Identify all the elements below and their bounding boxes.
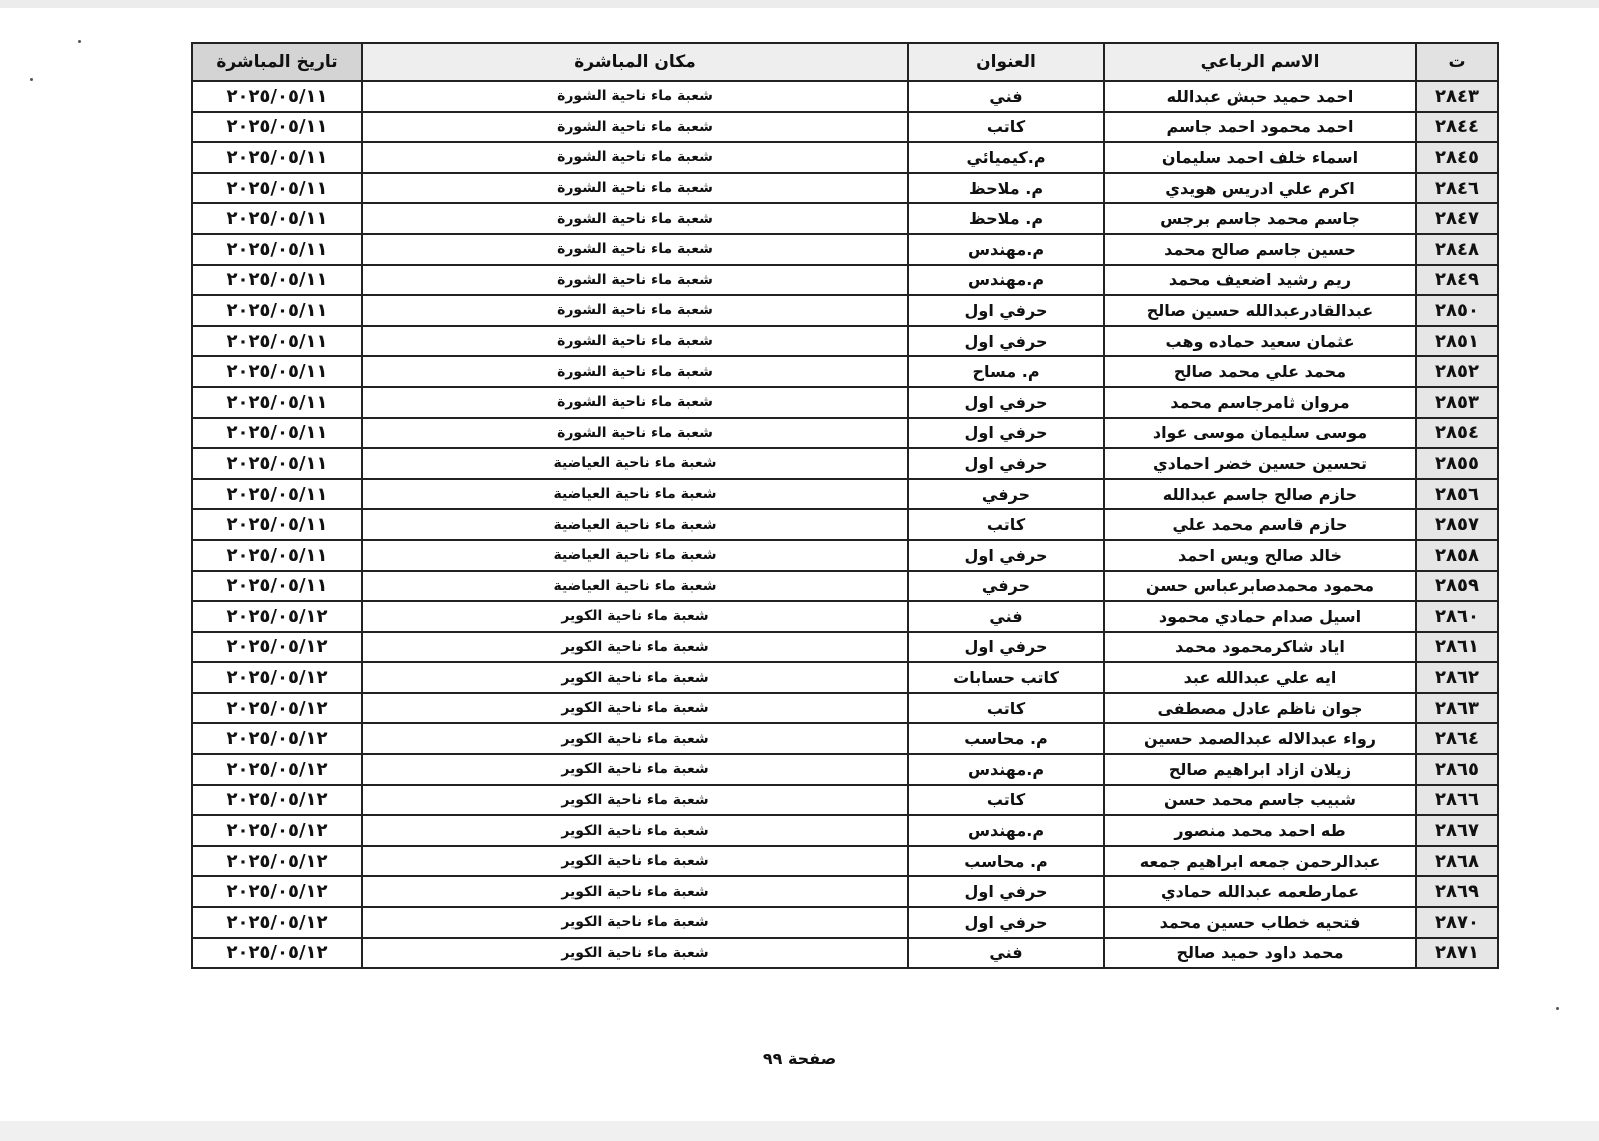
cell-date: ٢٠٢٥/٠٥/١١ [192,173,362,204]
cell-title: م. محاسب [908,846,1104,877]
cell-name: احمد محمود احمد جاسم [1104,112,1416,143]
cell-place: شعبة ماء ناحية العياضية [362,509,908,540]
cell-date: ٢٠٢٥/٠٥/١٢ [192,785,362,816]
cell-seq: ٢٨٤٨ [1416,234,1498,265]
cell-name: ريم رشيد اضعيف محمد [1104,265,1416,296]
cell-place: شعبة ماء ناحية الشورة [362,81,908,112]
employee-table [191,42,1499,969]
employee-table-wrapper [191,42,1497,969]
table-row [192,203,1498,234]
cell-date: ٢٠٢٥/٠٥/١٢ [192,662,362,693]
cell-date: ٢٠٢٥/٠٥/١١ [192,479,362,510]
cell-name: طه احمد محمد منصور [1104,815,1416,846]
cell-place: شعبة ماء ناحية العياضية [362,448,908,479]
cell-seq: ٢٨٤٤ [1416,112,1498,143]
cell-seq: ٢٨٥٥ [1416,448,1498,479]
cell-title: م.كيميائي [908,142,1104,173]
table-row [192,326,1498,357]
cell-date: ٢٠٢٥/٠٥/١١ [192,356,362,387]
cell-seq: ٢٨٦٥ [1416,754,1498,785]
cell-name: حسين جاسم صالح محمد [1104,234,1416,265]
cell-date: ٢٠٢٥/٠٥/١١ [192,295,362,326]
cell-title: حرفي اول [908,448,1104,479]
cell-place: شعبة ماء ناحية الكوير [362,601,908,632]
cell-title: م. مساح [908,356,1104,387]
cell-date: ٢٠٢٥/٠٥/١١ [192,234,362,265]
cell-date: ٢٠٢٥/٠٥/١٢ [192,693,362,724]
page-number: صفحة ٩٩ [762,1049,837,1068]
cell-place: شعبة ماء ناحية الكوير [362,632,908,663]
cell-name: حازم صالح جاسم عبدالله [1104,479,1416,510]
cell-date: ٢٠٢٥/٠٥/١٢ [192,601,362,632]
cell-place: شعبة ماء ناحية الشورة [362,356,908,387]
cell-name: شبيب جاسم محمد حسن [1104,785,1416,816]
cell-name: خالد صالح ويس احمد [1104,540,1416,571]
table-row [192,387,1498,418]
cell-title: كاتب [908,112,1104,143]
cell-name: ايه علي عبدالله عبد [1104,662,1416,693]
cell-seq: ٢٨٤٧ [1416,203,1498,234]
scan-speck [1556,1007,1559,1010]
cell-date: ٢٠٢٥/٠٥/١٢ [192,754,362,785]
cell-place: شعبة ماء ناحية الشورة [362,387,908,418]
cell-name: اكرم علي ادريس هويدي [1104,173,1416,204]
header-name: الاسم الرباعي [1104,43,1416,81]
table-row [192,448,1498,479]
cell-title: حرفي اول [908,632,1104,663]
cell-title: م.مهندس [908,234,1104,265]
table-header-row [192,43,1498,81]
cell-place: شعبة ماء ناحية الشورة [362,295,908,326]
cell-date: ٢٠٢٥/٠٥/١١ [192,509,362,540]
cell-place: شعبة ماء ناحية العياضية [362,571,908,602]
cell-place: شعبة ماء ناحية الكوير [362,693,908,724]
cell-seq: ٢٨٤٥ [1416,142,1498,173]
cell-name: احمد حميد حبش عبدالله [1104,81,1416,112]
cell-date: ٢٠٢٥/٠٥/١١ [192,81,362,112]
cell-place: شعبة ماء ناحية الشورة [362,173,908,204]
cell-date: ٢٠٢٥/٠٥/١١ [192,112,362,143]
cell-title: كاتب [908,509,1104,540]
cell-seq: ٢٨٤٩ [1416,265,1498,296]
cell-seq: ٢٨٦٩ [1416,876,1498,907]
cell-name: زيلان ازاد ابراهيم صالح [1104,754,1416,785]
cell-name: جوان ناظم عادل مصطفى [1104,693,1416,724]
cell-seq: ٢٨٥٧ [1416,509,1498,540]
table-row [192,173,1498,204]
cell-seq: ٢٨٤٣ [1416,81,1498,112]
table-row [192,938,1498,969]
cell-date: ٢٠٢٥/٠٥/١٢ [192,632,362,663]
table-body [192,81,1498,968]
table-row [192,509,1498,540]
header-place: مكان المباشرة [362,43,908,81]
cell-seq: ٢٨٥٦ [1416,479,1498,510]
cell-date: ٢٠٢٥/٠٥/١٢ [192,876,362,907]
cell-date: ٢٠٢٥/٠٥/١٢ [192,846,362,877]
cell-seq: ٢٨٥٣ [1416,387,1498,418]
scan-edge-bottom [0,1121,1599,1141]
cell-title: فني [908,938,1104,969]
cell-date: ٢٠٢٥/٠٥/١١ [192,448,362,479]
header-seq: ت [1416,43,1498,81]
header-title: العنوان [908,43,1104,81]
cell-place: شعبة ماء ناحية الشورة [362,418,908,449]
cell-place: شعبة ماء ناحية الكوير [362,938,908,969]
cell-date: ٢٠٢٥/٠٥/١١ [192,418,362,449]
cell-seq: ٢٨٤٦ [1416,173,1498,204]
cell-name: عثمان سعيد حماده وهب [1104,326,1416,357]
scan-speck [78,40,81,43]
cell-title: حرفي اول [908,295,1104,326]
cell-title: حرفي اول [908,540,1104,571]
cell-seq: ٢٨٥٩ [1416,571,1498,602]
table-row [192,662,1498,693]
table-row [192,265,1498,296]
cell-title: م.مهندس [908,265,1104,296]
cell-place: شعبة ماء ناحية العياضية [362,479,908,510]
table-row [192,785,1498,816]
cell-seq: ٢٨٦٠ [1416,601,1498,632]
cell-date: ٢٠٢٥/٠٥/١١ [192,387,362,418]
cell-title: م.مهندس [908,754,1104,785]
cell-date: ٢٠٢٥/٠٥/١١ [192,142,362,173]
table-row [192,295,1498,326]
cell-name: عبدالقادرعبدالله حسين صالح [1104,295,1416,326]
cell-seq: ٢٨٦٢ [1416,662,1498,693]
cell-title: كاتب حسابات [908,662,1104,693]
cell-name: محمود محمدصابرعباس حسن [1104,571,1416,602]
cell-name: اياد شاكرمحمود محمد [1104,632,1416,663]
cell-seq: ٢٨٧١ [1416,938,1498,969]
cell-place: شعبة ماء ناحية الكوير [362,876,908,907]
table-row [192,418,1498,449]
cell-seq: ٢٨٦٧ [1416,815,1498,846]
table-row [192,723,1498,754]
cell-seq: ٢٨٥١ [1416,326,1498,357]
cell-name: محمد علي محمد صالح [1104,356,1416,387]
table-row [192,81,1498,112]
cell-place: شعبة ماء ناحية الشورة [362,234,908,265]
cell-place: شعبة ماء ناحية الكوير [362,754,908,785]
table-row [192,356,1498,387]
cell-name: رواء عبدالاله عبدالصمد حسين [1104,723,1416,754]
cell-title: حرفي اول [908,418,1104,449]
cell-name: حازم قاسم محمد علي [1104,509,1416,540]
cell-place: شعبة ماء ناحية الكوير [362,723,908,754]
table-row [192,632,1498,663]
cell-date: ٢٠٢٥/٠٥/١١ [192,326,362,357]
cell-seq: ٢٨٥٠ [1416,295,1498,326]
table-row [192,876,1498,907]
cell-date: ٢٠٢٥/٠٥/١٢ [192,907,362,938]
cell-title: م.مهندس [908,815,1104,846]
scan-speck [30,78,33,81]
cell-seq: ٢٨٥٢ [1416,356,1498,387]
table-row [192,815,1498,846]
cell-date: ٢٠٢٥/٠٥/١١ [192,265,362,296]
cell-seq: ٢٨٥٨ [1416,540,1498,571]
cell-title: فني [908,81,1104,112]
cell-name: تحسين حسين خضر احمادي [1104,448,1416,479]
cell-date: ٢٠٢٥/٠٥/١١ [192,540,362,571]
header-date: تاريخ المباشرة [192,43,362,81]
cell-seq: ٢٨٦١ [1416,632,1498,663]
cell-date: ٢٠٢٥/٠٥/١١ [192,203,362,234]
cell-place: شعبة ماء ناحية الشورة [362,112,908,143]
cell-title: حرفي اول [908,387,1104,418]
cell-seq: ٢٨٦٤ [1416,723,1498,754]
cell-seq: ٢٨٧٠ [1416,907,1498,938]
cell-name: اسماء خلف احمد سليمان [1104,142,1416,173]
cell-name: عمارطعمه عبدالله حمادي [1104,876,1416,907]
cell-date: ٢٠٢٥/٠٥/١٢ [192,723,362,754]
cell-place: شعبة ماء ناحية الشورة [362,265,908,296]
cell-place: شعبة ماء ناحية الشورة [362,326,908,357]
cell-title: كاتب [908,785,1104,816]
cell-date: ٢٠٢٥/٠٥/١٢ [192,815,362,846]
table-row [192,112,1498,143]
cell-place: شعبة ماء ناحية العياضية [362,540,908,571]
table-row [192,846,1498,877]
cell-place: شعبة ماء ناحية الكوير [362,785,908,816]
table-row [192,601,1498,632]
cell-title: م. محاسب [908,723,1104,754]
table-row [192,693,1498,724]
cell-name: جاسم محمد جاسم برجس [1104,203,1416,234]
cell-name: مروان ثامرجاسم محمد [1104,387,1416,418]
cell-seq: ٢٨٥٤ [1416,418,1498,449]
cell-date: ٢٠٢٥/٠٥/١١ [192,571,362,602]
cell-title: حرفي [908,571,1104,602]
table-row [192,479,1498,510]
cell-place: شعبة ماء ناحية الشورة [362,203,908,234]
cell-title: فني [908,601,1104,632]
cell-name: محمد داود حميد صالح [1104,938,1416,969]
cell-title: م. ملاحظ [908,203,1104,234]
cell-name: موسى سليمان موسى عواد [1104,418,1416,449]
table-row [192,142,1498,173]
cell-title: حرفي اول [908,876,1104,907]
table-row [192,571,1498,602]
table-row [192,234,1498,265]
cell-seq: ٢٨٦٨ [1416,846,1498,877]
table-row [192,907,1498,938]
cell-place: شعبة ماء ناحية الشورة [362,142,908,173]
cell-title: حرفي [908,479,1104,510]
table-row [192,540,1498,571]
cell-date: ٢٠٢٥/٠٥/١٢ [192,938,362,969]
cell-name: عبدالرحمن جمعه ابراهيم جمعه [1104,846,1416,877]
table-row [192,754,1498,785]
cell-title: كاتب [908,693,1104,724]
cell-name: اسيل صدام حمادي محمود [1104,601,1416,632]
cell-place: شعبة ماء ناحية الكوير [362,815,908,846]
cell-seq: ٢٨٦٦ [1416,785,1498,816]
cell-name: فتحيه خطاب حسين محمد [1104,907,1416,938]
cell-title: حرفي اول [908,907,1104,938]
cell-seq: ٢٨٦٣ [1416,693,1498,724]
cell-place: شعبة ماء ناحية الكوير [362,907,908,938]
cell-place: شعبة ماء ناحية الكوير [362,662,908,693]
cell-place: شعبة ماء ناحية الكوير [362,846,908,877]
cell-title: حرفي اول [908,326,1104,357]
cell-title: م. ملاحظ [908,173,1104,204]
scan-edge-top [0,0,1599,8]
